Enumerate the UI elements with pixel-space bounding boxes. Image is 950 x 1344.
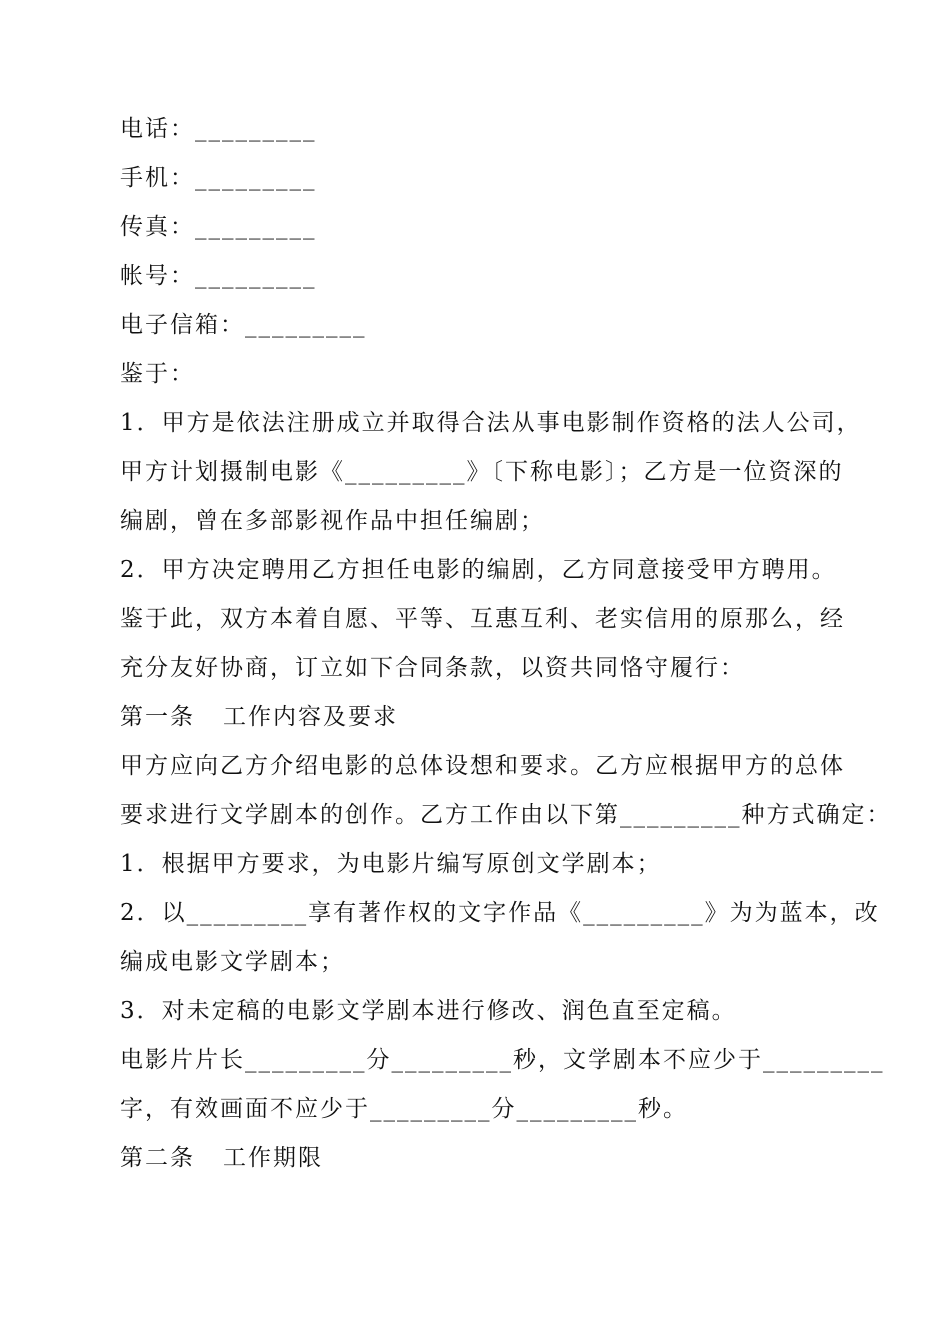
whereas-item-1-line-3: 编剧，曾在多部影视作品中担任编剧； bbox=[120, 508, 545, 534]
whereas-item-2: 2．甲方决定聘用乙方担任电影的编剧，乙方同意接受甲方聘用。 bbox=[120, 557, 837, 583]
account-field: 帐号：_________ bbox=[120, 263, 317, 289]
whereas-item-1-line-1: 1．甲方是依法注册成立并取得合法从事电影制作资格的法人公司， bbox=[120, 410, 862, 436]
article-2-heading bbox=[120, 1134, 835, 1183]
length-line-1: 电影片片长_________分_________秒，文学剧本不应少于_________ bbox=[120, 1047, 885, 1073]
mobile-field: 手机：_________ bbox=[120, 165, 317, 191]
article-1-body-line-2: 要求进行文学剧本的创作。乙方工作由以下第_________种方式确定： bbox=[120, 802, 892, 828]
whereas-label: 鉴于： bbox=[120, 361, 195, 387]
article-1-body-line-1: 甲方应向乙方介绍电影的总体设想和要求。乙方应根据甲方的总体 bbox=[120, 753, 845, 779]
article-1-heading bbox=[120, 693, 835, 742]
intro-line-2: 充分友好协商，订立如下合同条款，以资共同恪守履行： bbox=[120, 655, 745, 681]
method-2-line-1: 2．以_________享有著作权的文字作品《_________》为为蓝本，改 bbox=[120, 900, 880, 926]
article-2-title: 工作期限 bbox=[223, 1145, 323, 1171]
article-2-number: 第二条 bbox=[120, 1145, 195, 1171]
method-3: 3．对未定稿的电影文学剧本进行修改、润色直至定稿。 bbox=[120, 998, 737, 1024]
phone-field: 电话：_________ bbox=[120, 116, 317, 142]
intro-line-1: 鉴于此，双方本着自愿、平等、互惠互利、老实信用的原那么，经 bbox=[120, 606, 845, 632]
contract-page bbox=[120, 105, 892, 1183]
length-line-2: 字，有效画面不应少于_________分_________秒。 bbox=[120, 1096, 688, 1122]
email-field: 电子信箱：_________ bbox=[120, 312, 367, 338]
whereas-item-1-line-2: 甲方计划摄制电影《_________》〔下称电影〕；乙方是一位资深的 bbox=[120, 459, 844, 485]
fax-field: 传真：_________ bbox=[120, 214, 317, 240]
method-2-line-2: 编成电影文学剧本； bbox=[120, 949, 345, 975]
article-1-title: 工作内容及要求 bbox=[223, 704, 398, 730]
article-1-number: 第一条 bbox=[120, 704, 195, 730]
method-1: 1．根据甲方要求，为电影片编写原创文学剧本； bbox=[120, 851, 662, 877]
